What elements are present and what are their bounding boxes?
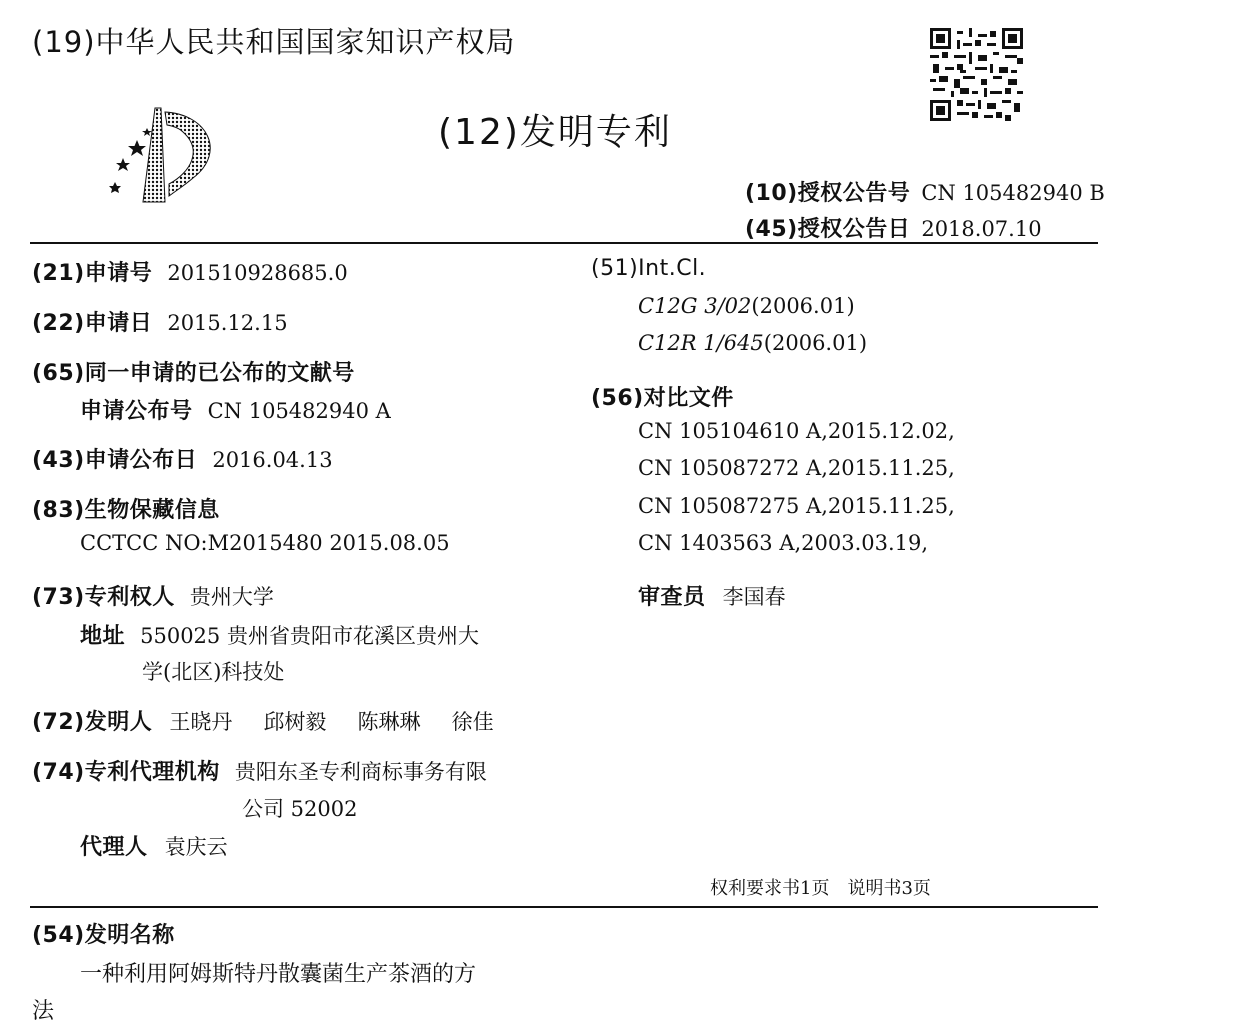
- examiner: 李国春: [722, 585, 786, 609]
- inventor-label: (72)发明人: [32, 710, 153, 735]
- address-line1: 550025 贵州省贵阳市花溪区贵州大: [140, 624, 479, 648]
- page-counts: 权利要求书1页 说明书3页: [710, 878, 931, 899]
- pub-number-row: [745, 176, 1105, 207]
- cls-code-2: C12R 1/645: [638, 331, 764, 355]
- pub-date: 2018.07.10: [921, 217, 1042, 241]
- inventor-1: 王晓丹: [169, 710, 233, 734]
- pub-date-label: (45)授权公告日: [745, 217, 911, 242]
- refs-label: (56)对比文件: [591, 386, 734, 411]
- cls-row-2: [638, 331, 867, 355]
- inventor-row: [32, 705, 494, 736]
- address-label: 地址: [80, 624, 126, 649]
- address-row: [80, 619, 479, 650]
- app-no-label: (21)申请号: [32, 261, 153, 286]
- bio-value: CCTCC NO:M2015480 2015.08.05: [80, 531, 450, 555]
- inventor-3: 陈琳琳: [357, 710, 421, 734]
- pub-number: CN 105482940 B: [921, 181, 1105, 205]
- cls-code-1: C12G 3/02: [638, 294, 752, 318]
- ref-item: CN 105104610 A,2015.12.02,: [638, 419, 955, 443]
- app-date-row: [32, 306, 288, 337]
- bottom-divider: [30, 906, 1098, 908]
- agent: 袁庆云: [164, 835, 228, 859]
- app-pub-date-label: (43)申请公布日: [32, 448, 198, 473]
- office-name: (19)中华人民共和国国家知识产权局: [32, 25, 516, 59]
- patentee: 贵州大学: [189, 585, 274, 609]
- invention-title-line1: 一种利用阿姆斯特丹散囊菌生产茶酒的方: [80, 962, 477, 987]
- patentee-label: (73)专利权人: [32, 585, 175, 610]
- agent-label: 代理人: [80, 835, 148, 860]
- ref-item: CN 1403563 A,2003.03.19,: [638, 531, 929, 555]
- cls-row-1: [638, 294, 855, 318]
- app-pub-no-label: 申请公布号: [80, 399, 193, 424]
- app-pub-date-row: [32, 443, 333, 474]
- invention-title-line2: 法: [32, 999, 55, 1024]
- app-date: 2015.12.15: [167, 311, 288, 335]
- inventor-4: 徐佳: [451, 710, 494, 734]
- agency-label: (74)专利代理机构: [32, 760, 220, 785]
- app-no: 201510928685.0: [167, 261, 348, 285]
- cnipa-logo: [95, 100, 230, 205]
- address-line2: 学(北区)科技处: [142, 660, 285, 684]
- doc-type-title: (12)发明专利: [438, 112, 672, 153]
- cls-ver-1: (2006.01): [751, 294, 855, 318]
- app-pub-date: 2016.04.13: [212, 448, 333, 472]
- app-pub-no: CN 105482940 A: [207, 399, 391, 423]
- pub-number-label: (10)授权公告号: [745, 181, 911, 206]
- agent-row: [80, 830, 228, 861]
- pub-date-row: [745, 212, 1042, 243]
- ref-item: CN 105087272 A,2015.11.25,: [638, 456, 955, 480]
- top-divider: [30, 242, 1098, 244]
- cls-ver-2: (2006.01): [763, 331, 868, 355]
- agency-line1: 贵阳东圣专利商标事务有限: [234, 760, 487, 784]
- intcl-label: (51)Int.Cl.: [591, 256, 707, 281]
- agency-line2: 公司 52002: [242, 797, 358, 821]
- bio-label: (83)生物保藏信息: [32, 498, 220, 523]
- examiner-row: [638, 580, 786, 611]
- same-app-label: (65)同一申请的已公布的文献号: [32, 361, 355, 386]
- ref-item: CN 105087275 A,2015.11.25,: [638, 494, 955, 518]
- app-no-row: [32, 256, 348, 287]
- inventor-2: 邱树毅: [263, 710, 327, 734]
- invention-title-label: (54)发明名称: [32, 923, 175, 948]
- agency-row: [32, 755, 487, 786]
- examiner-label: 审查员: [638, 585, 706, 610]
- qr-code: [930, 28, 1023, 121]
- app-pub-no-row: [80, 394, 391, 425]
- app-date-label: (22)申请日: [32, 311, 153, 336]
- patentee-row: [32, 580, 274, 611]
